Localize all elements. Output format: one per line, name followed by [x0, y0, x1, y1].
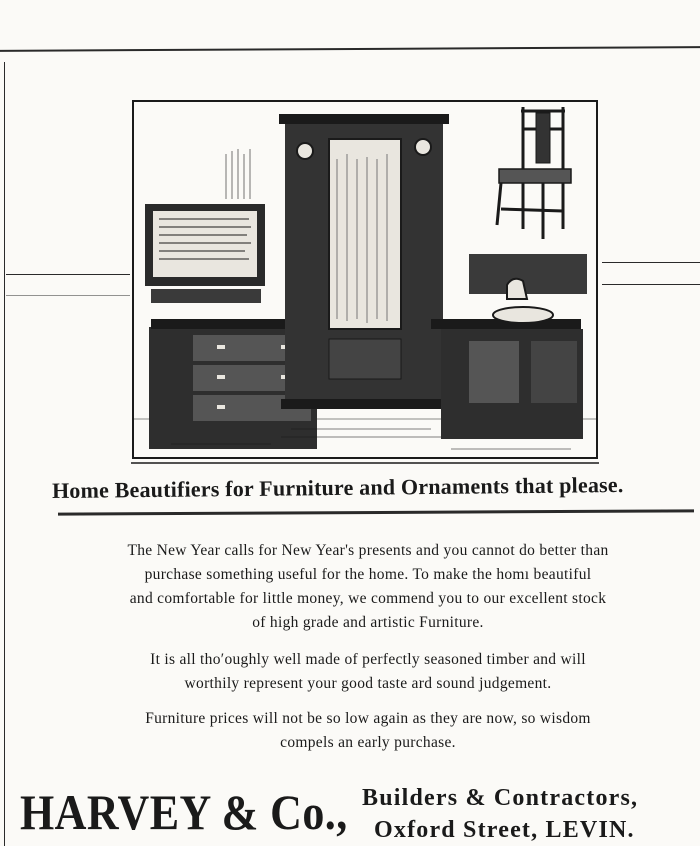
paragraph-line: worthily represent your good taste ard sound judgement. [184, 675, 552, 692]
paragraph-line: purchase something useful for the home. To make the homı beautiful [144, 566, 592, 583]
paragraph-line: It is all tho′oughly well made of perfectly seasoned timber and will [150, 651, 586, 668]
furniture-illustration-icon [131, 99, 599, 464]
washstand-icon [431, 254, 587, 439]
chair-icon [497, 107, 571, 239]
paragraph-line: compels an early purchase. [280, 734, 456, 751]
paragraph-line: The New Year calls for New Year's presents and you cannot do better than [127, 542, 609, 559]
headline-underline [58, 509, 694, 515]
company-address: Oxford Street, LEVIN. [374, 817, 635, 843]
left-column-rule [4, 62, 5, 846]
paragraph-line: and comfortable for little money, we commend you to our excellent stock [129, 590, 607, 607]
paragraph-quality [88, 648, 648, 696]
side-rule-right-2 [602, 284, 700, 285]
paragraph-intro [88, 539, 648, 635]
paragraph-line: of high grade and artistic Furniture. [252, 614, 484, 631]
side-rule-left [6, 274, 130, 275]
paragraph-line: Furniture prices will not be so low again as they are now, so wisdom [145, 710, 591, 727]
company-trade: Builders & Contractors, [362, 785, 639, 811]
company-name: HARVEY & Co., [20, 784, 348, 840]
company-details [362, 782, 700, 846]
headline: Home Beautifiers for Furniture and Ornaments that please. [51, 472, 624, 503]
furniture-illustration [131, 99, 599, 464]
top-rule [0, 46, 700, 52]
paragraph-prices [88, 707, 648, 755]
wardrobe-icon [279, 114, 449, 409]
side-rule-left-2 [6, 295, 130, 296]
side-rule-right [602, 262, 700, 263]
